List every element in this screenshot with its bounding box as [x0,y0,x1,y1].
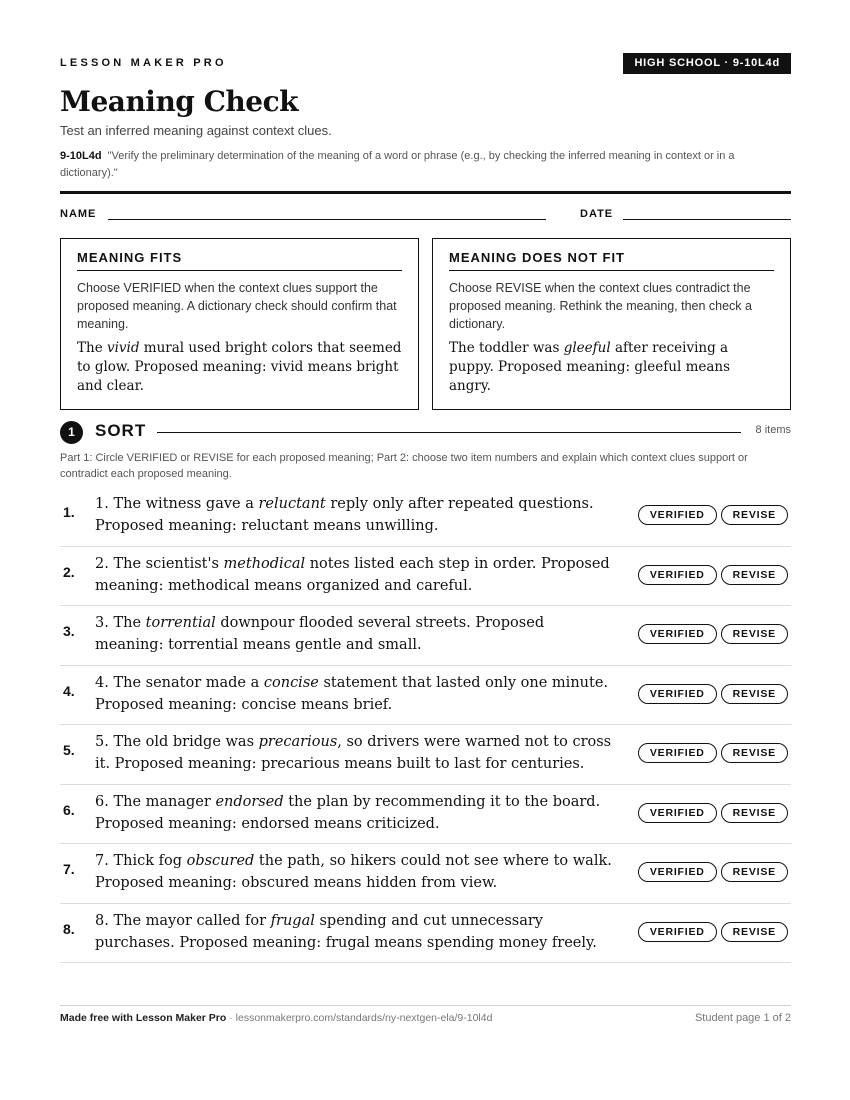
item-number: 3. [63,623,75,639]
answer-options [634,743,788,763]
section-instructions: Part 1: Circle VERIFIED or REVISE for each proposed meaning; Part 2: choose two item numbers and explain which context clues support or contradict each proposed meaning. [60,452,748,480]
name-date-row [60,208,791,224]
section-header [60,420,791,444]
footer-credit [60,1012,492,1024]
verified-option[interactable]: VERIFIED [638,862,717,882]
page-subtitle: Test an inferred meaning against context clues. [60,123,332,138]
answer-options [634,505,788,525]
vocab-word: endorsed [215,793,284,810]
list-item [60,785,791,845]
item-text: 7. Thick fog obscured the path, so hikers could not see where to walk. Proposed meaning: obscured means hidden from view. [95,853,612,891]
revise-option[interactable]: REVISE [721,565,788,585]
brand-name: LESSON MAKER PRO [60,57,227,69]
items-count: 8 items [755,424,791,436]
verified-option[interactable]: VERIFIED [638,743,717,763]
answer-options [634,684,788,704]
verified-option[interactable]: VERIFIED [638,505,717,525]
section-title: SORT [95,421,147,440]
revise-option[interactable]: REVISE [721,684,788,704]
card-heading: MEANING FITS [77,247,402,271]
name-label: NAME [60,208,97,220]
item-number: 8. [63,920,75,937]
item-number: 5. [63,742,75,758]
footer-url: · lessonmakerpro.com/standards/ny-nextgen-ela/9-10l4d [226,1012,493,1024]
item-list [60,487,791,963]
footer-divider [60,1005,791,1006]
example-word: gleeful [563,340,611,356]
header-divider [60,191,791,194]
footer-made-with: Made free with Lesson Maker Pro [60,1012,227,1024]
list-item [60,725,791,785]
meaning-fits-card [60,238,419,410]
grade-badge: HIGH SCHOOL · 9-10L4d [623,53,791,74]
revise-option[interactable]: REVISE [721,862,788,882]
card-description: Choose VERIFIED when the context clues support the proposed meaning. A dictionary check should confirm that meaning. [77,281,397,331]
standard-text: "Verify the preliminary determination of the meaning of a word or phrase (e.g., by checking the inferred meaning in context or in a dictionary)." [60,150,735,179]
item-text: 8. The mayor called for frugal spending and cut unnecessary purchases. Proposed meaning: frugal means spending money freely. [95,912,597,951]
vocab-word: torrential [145,615,216,631]
verified-option[interactable]: VERIFIED [638,684,717,704]
page-indicator: Student page 1 of 2 [694,1012,791,1024]
answer-options [634,624,788,644]
verified-option[interactable]: VERIFIED [638,922,717,942]
revise-option[interactable]: REVISE [721,743,788,763]
standard-description [60,148,791,182]
section-number: 1 [60,421,83,444]
item-text: 3. The torrential downpour flooded several streets. Proposed meaning: torrential means gentle and small. [95,615,545,653]
item-number: 2. [63,563,75,580]
item-number: 6. [63,801,75,818]
name-field[interactable] [108,219,546,220]
date-label: DATE [580,208,614,220]
section-divider [157,432,741,433]
revise-option[interactable]: REVISE [721,624,788,644]
meaning-does-not-fit-card [432,238,791,410]
item-number: 4. [63,682,75,699]
card-example: The toddler was gleeful after receiving a puppy. Proposed meaning: gleeful means angry. [449,340,731,394]
vocab-word: precarious [258,734,338,750]
item-text: 5. The old bridge was precarious, so drivers were warned not to cross it. Proposed meaning: precarious means built to last for centuries. [95,734,612,772]
revise-option[interactable]: REVISE [721,922,788,942]
answer-options [634,862,788,882]
item-text: 2. The scientist's methodical notes listed each step in order. Proposed meaning: methodical means organized and careful. [95,555,610,594]
vocab-word: obscured [186,853,255,869]
item-text: 6. The manager endorsed the plan by recommending it to the board. Proposed meaning: endorsed means criticized. [95,793,601,832]
verified-option[interactable]: VERIFIED [638,803,717,823]
item-number: 1. [63,504,75,520]
card-description: Choose REVISE when the context clues contradict the proposed meaning. Rethink the meaning, then check a dictionary. [449,281,752,331]
date-field[interactable] [623,219,791,220]
revise-option[interactable]: REVISE [721,505,788,525]
example-word: vivid [106,340,140,356]
list-item [60,904,791,964]
vocab-word: concise [263,674,319,691]
standard-code: 9-10L4d [60,150,102,162]
verified-option[interactable]: VERIFIED [638,624,717,644]
item-text: 1. The witness gave a reluctant reply only after repeated questions. Proposed meaning: reluctant means unwilling. [95,496,594,534]
list-item [60,606,791,666]
answer-options [634,803,788,823]
revise-option[interactable]: REVISE [721,803,788,823]
list-item [60,547,791,607]
list-item [60,666,791,726]
vocab-word: reluctant [258,496,326,512]
list-item [60,487,791,547]
vocab-word: methodical [223,555,306,572]
answer-options [634,922,788,942]
page-title: Meaning Check [60,85,299,118]
list-item [60,844,791,904]
item-text: 4. The senator made a concise statement that lasted only one minute. Proposed meaning: concise means brief. [95,674,609,713]
card-example: The vivid mural used bright colors that seemed to glow. Proposed meaning: vivid means bright and clear. [77,340,402,394]
verified-option[interactable]: VERIFIED [638,565,717,585]
worksheet-page [60,0,791,1100]
vocab-word: frugal [270,912,315,929]
answer-options [634,565,788,585]
item-number: 7. [63,861,75,877]
card-heading: MEANING DOES NOT FIT [449,247,774,271]
